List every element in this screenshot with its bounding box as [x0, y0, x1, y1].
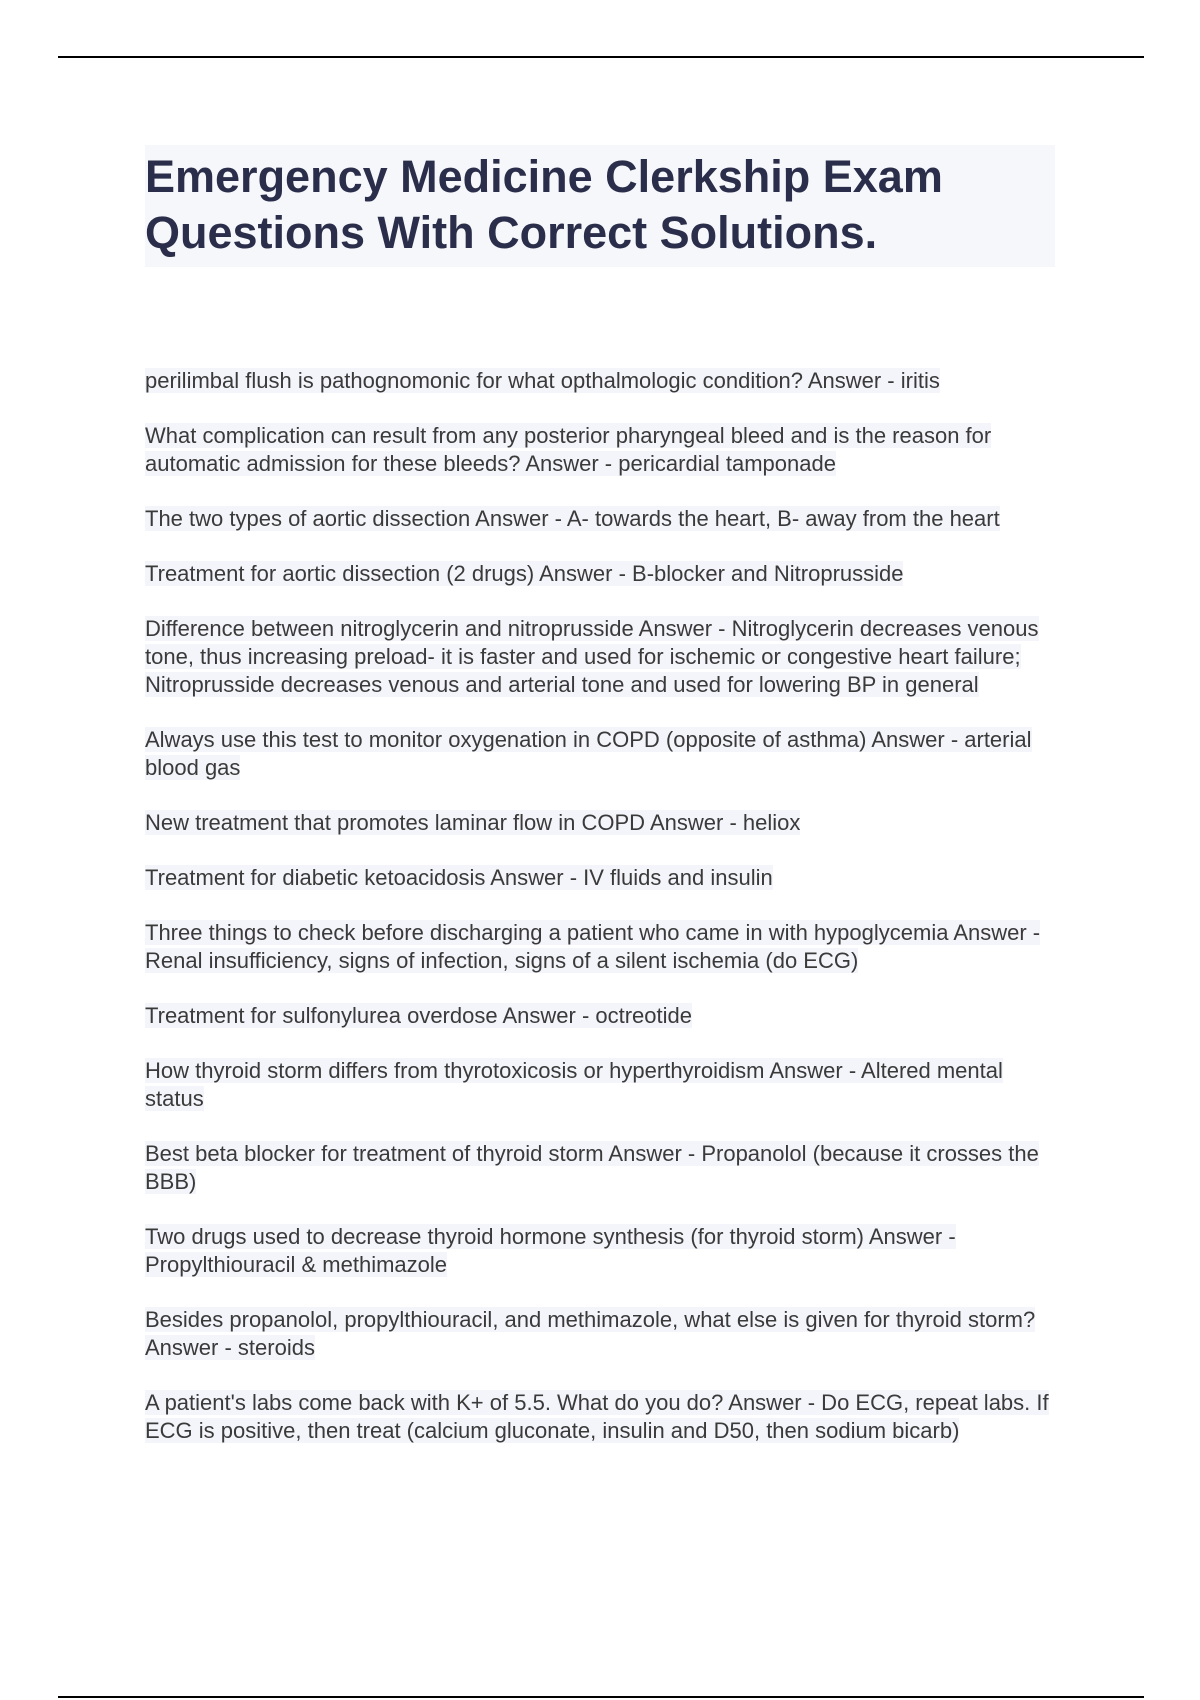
qa-item — [145, 809, 1055, 837]
qa-text: The two types of aortic dissection Answer - A- towards the heart, B- away from the heart — [145, 506, 1000, 531]
qa-item — [145, 726, 1055, 782]
qa-text: What complication can result from any posterior pharyngeal bleed and is the reason for automatic admission for these bleeds? Answer - pericardial tamponade — [145, 423, 992, 476]
qa-text: Treatment for diabetic ketoacidosis Answer - IV fluids and insulin — [145, 865, 773, 890]
qa-text: Best beta blocker for treatment of thyroid storm Answer - Propanolol (because it crosses the BBB) — [145, 1141, 1039, 1194]
bottom-divider — [58, 1696, 1144, 1698]
qa-item — [145, 367, 1055, 395]
top-divider — [58, 56, 1144, 58]
qa-text: Treatment for aortic dissection (2 drugs) Answer - B-blocker and Nitroprusside — [145, 561, 904, 586]
qa-text: Besides propanolol, propylthiouracil, and methimazole, what else is given for thyroid storm? Answer - steroids — [145, 1307, 1036, 1360]
qa-text: Treatment for sulfonylurea overdose Answer - octreotide — [145, 1003, 693, 1028]
qa-item — [145, 919, 1055, 975]
qa-item — [145, 1223, 1055, 1279]
qa-list — [145, 367, 1055, 1472]
qa-text: A patient's labs come back with K+ of 5.5. What do you do? Answer - Do ECG, repeat labs. If ECG is positive, then treat (calcium gluconate, insulin and D50, then sodium bicarb) — [145, 1390, 1049, 1443]
qa-item — [145, 1057, 1055, 1113]
qa-item — [145, 422, 1055, 478]
qa-text: Two drugs used to decrease thyroid hormone synthesis (for thyroid storm) Answer - Propylthiouracil & methimazole — [145, 1224, 956, 1277]
qa-text: Three things to check before discharging a patient who came in with hypoglycemia Answer - Renal insufficiency, signs of infection, signs of a silent ischemia (do ECG) — [145, 920, 1041, 973]
title-block — [145, 145, 1055, 267]
qa-item — [145, 1140, 1055, 1196]
qa-item — [145, 615, 1055, 699]
qa-item — [145, 505, 1055, 533]
qa-text: How thyroid storm differs from thyrotoxicosis or hyperthyroidism Answer - Altered mental status — [145, 1058, 1003, 1111]
qa-text: New treatment that promotes laminar flow in COPD Answer - heliox — [145, 810, 801, 835]
qa-text: perilimbal flush is pathognomonic for what opthalmologic condition? Answer - iritis — [145, 368, 940, 393]
qa-item — [145, 1002, 1055, 1030]
qa-item — [145, 560, 1055, 588]
qa-text: Difference between nitroglycerin and nitroprusside Answer - Nitroglycerin decreases venous tone, thus increasing preload- it is faster and used for ischemic or congestive heart failure; Nitroprusside decreases venous and arterial tone and used for lowering BP in general — [145, 616, 1039, 697]
qa-item — [145, 864, 1055, 892]
document-title: Emergency Medicine Clerkship Exam Questions With Correct Solutions. — [145, 151, 943, 258]
qa-item — [145, 1389, 1055, 1445]
qa-item — [145, 1306, 1055, 1362]
qa-text: Always use this test to monitor oxygenation in COPD (opposite of asthma) Answer - arterial blood gas — [145, 727, 1032, 780]
